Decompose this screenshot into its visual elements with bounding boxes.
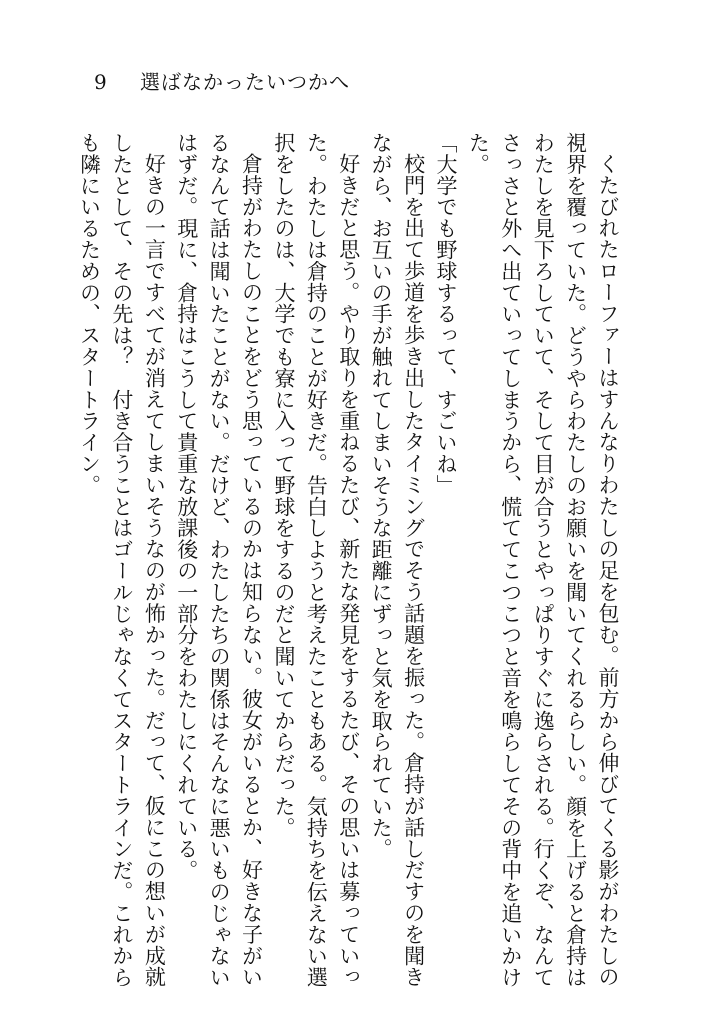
paragraph-3: 校門を出て歩道を歩き出したタイミングでそう話題を振った。倉持が話しだすのを聞きながら、お互いの手が触れてしまいそうな距離にずっと気を取られていた。 bbox=[369, 132, 426, 988]
chapter-title: 選ばなかったいつかへ bbox=[140, 70, 350, 94]
paragraph-1: くたびれたローファーはすんなりわたしの足を包む。前方から伸びてくる影がわたしの視界を覆っていた。どうやらわたしのお願いを聞いてくれるらしい。顔を上げると倉持はわたしを見下ろしていて、そして目が合うとやっぱりすぐに逸らされる。行くぞ、なんてさっさと外へ出ていってしまうから、慌ててこつこつと音を鳴らしてその背中を追いかけた。 bbox=[466, 132, 620, 988]
page-number: 9 bbox=[94, 70, 107, 94]
paragraph-5: 倉持がわたしのことをどう思っているのかは知らない。彼女がいるとか、好きな子がいるなんて話は聞いたことがない。だけど、わたしたちの関係はそんなに悪いものじゃないはずだ。現に、倉持はこうして貴重な放課後の一部分をわたしにくれている。 bbox=[174, 132, 264, 988]
paragraph-dialogue: 「大学でも野球するって、すごいね」 bbox=[433, 132, 458, 496]
paragraph-4: 好きだと思う。やり取りを重ねるたび、新たな発見をするたび、その思いは募っていった。わたしは倉持のことが好きだ。告白しようと考えたこともある。気持ちを伝えない選択をしたのは、大学でも寮に入って野球をするのだと聞いてからだった。 bbox=[271, 132, 361, 988]
vertical-body-text bbox=[77, 132, 624, 1002]
paragraph-6: 好きの一言ですべてが消えてしまいそうなのが怖かった。だって、仮にこの想いが成就したとして、その先は？ 付き合うことはゴールじゃなくてスタートラインだ。これからも隣にいるための、スタートライン。 bbox=[77, 132, 167, 988]
page-header bbox=[0, 0, 720, 110]
